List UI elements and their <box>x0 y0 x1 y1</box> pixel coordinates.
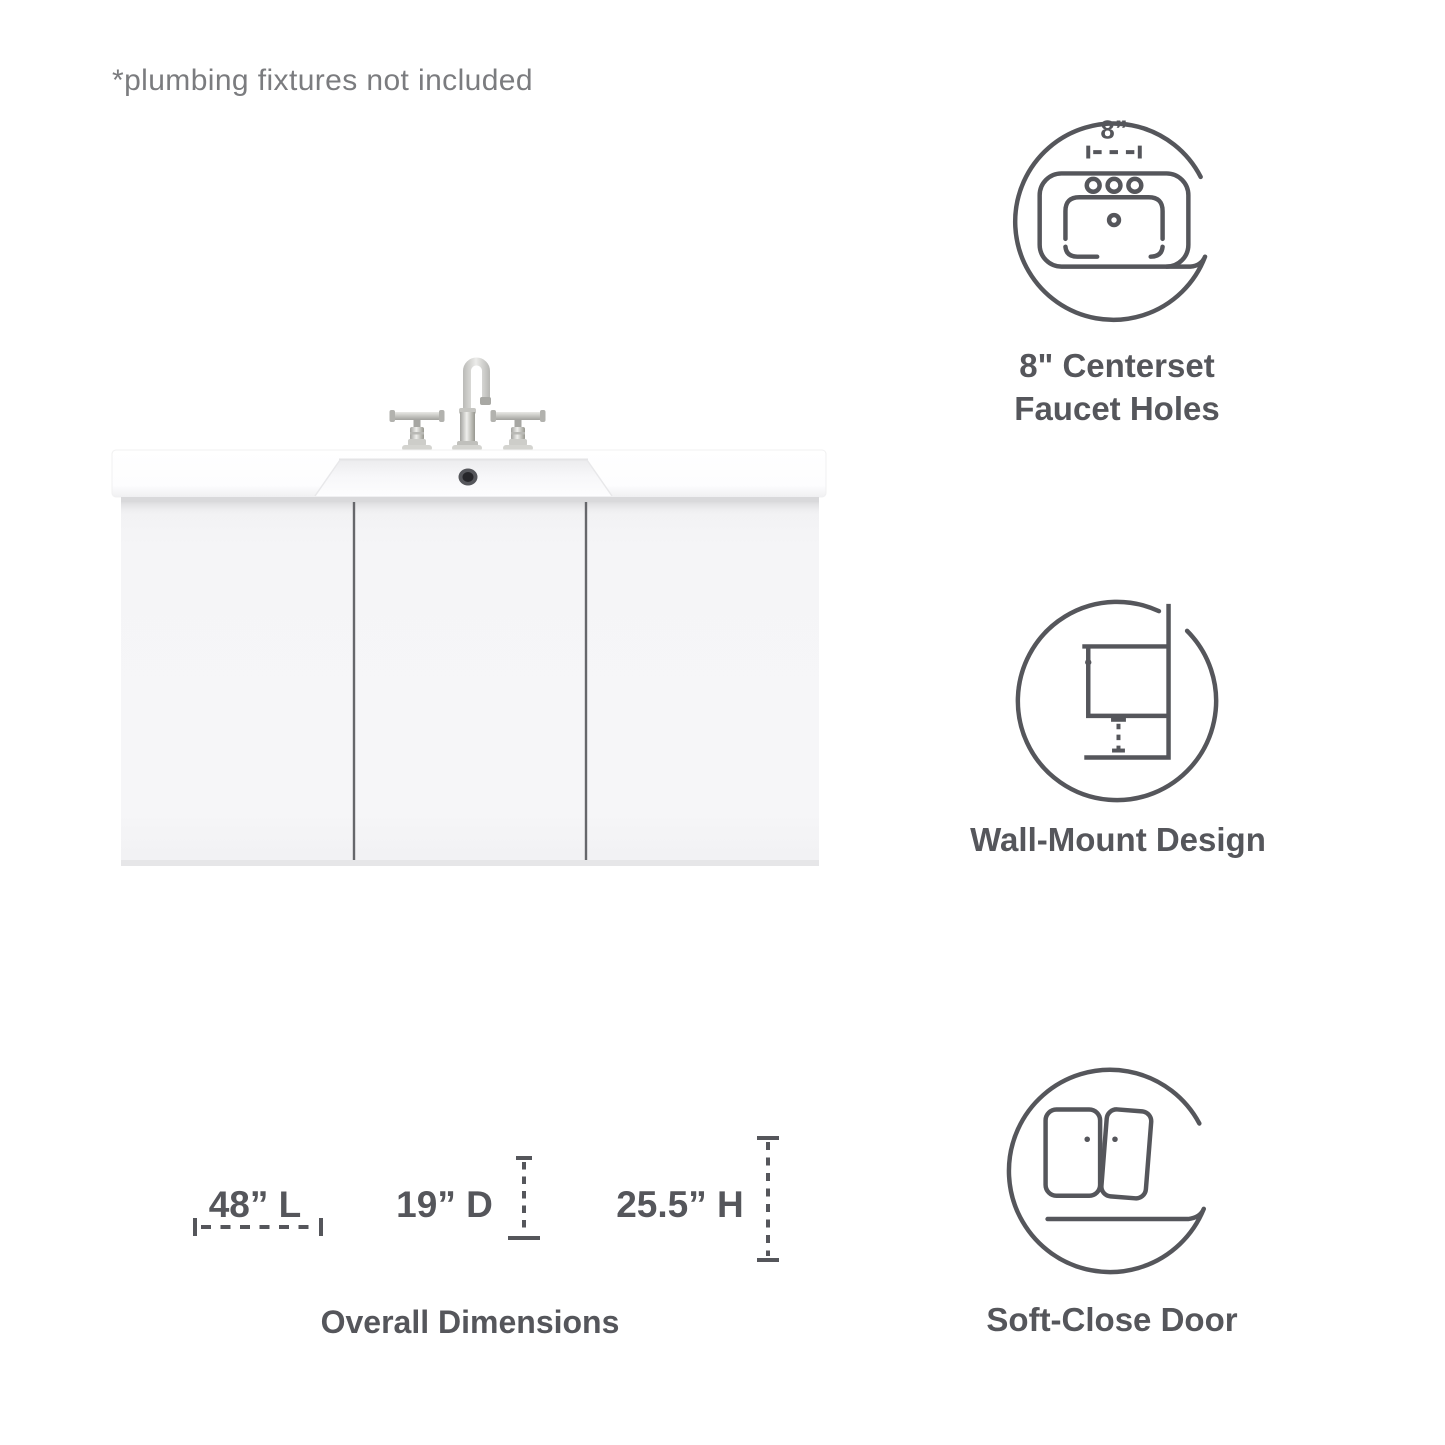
vanity-product-image <box>105 348 845 878</box>
height-measure-glyph <box>753 1136 783 1262</box>
faucet-handle-right <box>491 410 546 446</box>
sink-top-view-icon <box>1002 108 1230 336</box>
sink-outline <box>1040 173 1189 266</box>
faucet <box>390 362 546 452</box>
feature-label-line2: Faucet Holes <box>1014 390 1220 427</box>
dimension-depth: 19” D <box>396 1184 493 1225</box>
length-measure-glyph <box>193 1216 323 1238</box>
vanity-countertop <box>112 450 826 497</box>
basin-outline <box>1065 197 1162 239</box>
mounted-cabinet <box>1082 646 1168 715</box>
door-seam-right <box>585 502 587 866</box>
basin-corner-left <box>1065 247 1097 257</box>
faucet-hole <box>1128 179 1141 192</box>
faucet-spout-gooseneck <box>467 362 486 415</box>
dimensions-caption: Overall Dimensions <box>320 1304 620 1340</box>
door-knob <box>1112 1136 1118 1142</box>
basin-corner-right <box>1151 247 1163 257</box>
vanity-cabinet <box>121 497 819 866</box>
depth-measure-glyph <box>506 1156 542 1242</box>
dimension-length: 48” L <box>208 1184 302 1225</box>
feature-label-wall-mount: Wall-Mount Design <box>970 821 1266 858</box>
cabinet-knob <box>1085 659 1091 665</box>
door-knob <box>1084 1136 1090 1142</box>
drain-hole <box>1109 215 1119 225</box>
faucet-hole <box>1087 179 1100 192</box>
disclaimer-text: *plumbing fixtures not included <box>112 64 533 97</box>
door-seam-left <box>353 502 355 866</box>
faucet-handle-left <box>390 410 445 446</box>
closed-door <box>1046 1109 1101 1195</box>
ajar-door <box>1101 1109 1152 1199</box>
drain-hole-center <box>463 472 474 482</box>
measure-label: 8” <box>1100 116 1128 145</box>
under-counter-shadow <box>121 502 819 518</box>
wall-and-floor <box>1084 604 1168 758</box>
cabinet-doors-icon <box>998 1052 1226 1280</box>
wall-mount-icon <box>1003 584 1231 812</box>
dimension-height: 25.5” H <box>616 1184 744 1225</box>
cabinet-bottom-edge <box>121 860 819 866</box>
feature-label-soft-close: Soft-Close Door <box>986 1301 1238 1338</box>
icon-circle <box>1009 1070 1204 1272</box>
faucet-spout-outlet <box>480 397 491 405</box>
cabinet-doors <box>121 502 819 866</box>
feature-label-line1: 8" Centerset <box>1019 347 1215 384</box>
counter-cabinet-gap <box>121 497 819 502</box>
icon-circle <box>1018 602 1216 800</box>
faucet-hole <box>1108 179 1121 192</box>
feature-label-centerset <box>967 344 1267 430</box>
